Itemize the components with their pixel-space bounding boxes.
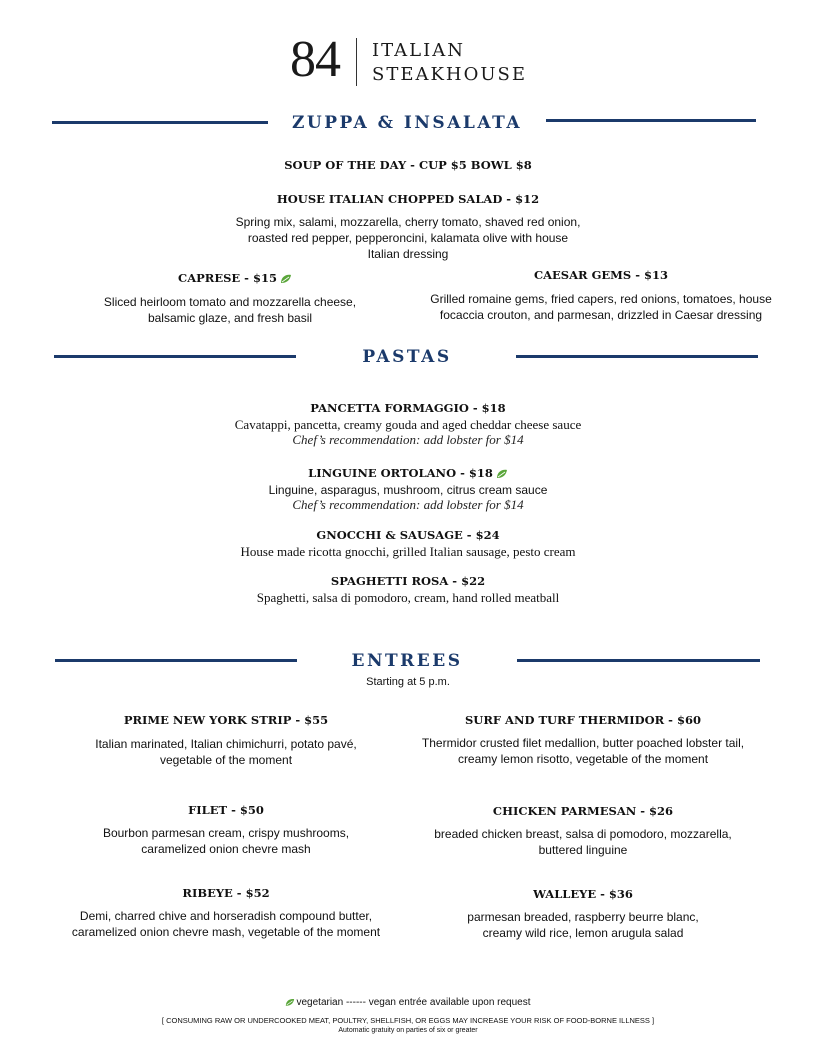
caesar-description: Grilled romaine gems, fried capers, red onions, tomatoes, house focaccia crouton, and parmesan, drizzled in Caesar dressing — [430, 292, 772, 322]
surf-turf-description: Thermidor crusted filet medallion, butter poached lobster tail, creamy lemon risotto, vegetable of the moment — [421, 736, 745, 766]
section-title-entrees: ENTREES — [351, 651, 463, 671]
section-rule-right — [546, 119, 756, 122]
caprese-title: CAPRESE - $15 — [100, 271, 370, 285]
pancetta-description: Cavatappi, pancetta, creamy gouda and aged cheddar cheese sauce — [234, 417, 582, 432]
logo-divider — [356, 38, 357, 86]
chopped-salad-description: Spring mix, salami, mozzarella, cherry tomato, shaved red onion, roasted red pepper, pepperoncini, kalamata olive with house Italian dressing — [235, 215, 581, 261]
strip-title: PRIME NEW YORK STRIP - $55 — [123, 713, 329, 727]
food-safety-warning: [ CONSUMING RAW OR UNDERCOOKED MEAT, POULTRY, SHELLFISH, OR EGGS MAY INCREASE YOUR RISK OF FOOD-BORNE ILLNESS ] — [161, 1016, 655, 1025]
linguine-title: LINGUINE ORTOLANO - $18 — [208, 466, 608, 480]
chicken-parmesan-description: breaded chicken breast, salsa di pomodoro, mozzarella, buttered linguine — [434, 827, 732, 857]
spaghetti-description: Spaghetti, salsa di pomodoro, cream, hand rolled meatball — [256, 590, 560, 605]
gnocchi-description: House made ricotta gnocchi, grilled Italian sausage, pesto cream — [240, 544, 576, 559]
pancetta-title: PANCETTA FORMAGGIO - $18 — [310, 401, 506, 415]
section-title-pastas: PASTAS — [362, 347, 452, 367]
section-title-zuppa: ZUPPA & INSALATA — [291, 113, 523, 133]
chopped-salad-title: HOUSE ITALIAN CHOPPED SALAD - $12 — [276, 192, 540, 206]
leaf-icon — [280, 274, 292, 284]
linguine-note: Chef’s recommendation: add lobster for $14 — [292, 497, 524, 512]
chicken-parmesan-title: CHICKEN PARMESAN - $26 — [492, 804, 674, 818]
logo-number: 84 — [290, 31, 340, 88]
section-rule-left — [54, 355, 296, 358]
walleye-description: parmesan breaded, raspberry beurre blanc, creamy wild rice, lemon arugula salad — [467, 910, 699, 940]
filet-title: FILET - $50 — [188, 803, 264, 817]
logo-word-steakhouse: STEAKHOUSE — [372, 64, 528, 85]
section-rule-right — [517, 659, 760, 662]
section-rule-left — [55, 659, 297, 662]
surf-turf-title: SURF AND TURF THERMIDOR - $60 — [465, 713, 701, 727]
spaghetti-title: SPAGHETTI ROSA - $22 — [330, 574, 486, 588]
soup-of-the-day: SOUP OF THE DAY - CUP $5 BOWL $8 — [284, 158, 532, 172]
entrees-subtitle: Starting at 5 p.m. — [366, 676, 450, 688]
ribeye-title: RIBEYE - $52 — [182, 886, 270, 900]
leaf-icon — [496, 469, 508, 479]
section-rule-right — [516, 355, 758, 358]
linguine-description: Linguine, asparagus, mushroom, citrus cream sauce — [268, 483, 548, 497]
leaf-icon — [285, 998, 295, 1007]
gratuity-note: Automatic gratuity on parties of six or greater — [338, 1027, 478, 1034]
pancetta-note: Chef’s recommendation: add lobster for $14 — [292, 432, 524, 447]
gnocchi-title: GNOCCHI & SAUSAGE - $24 — [316, 528, 500, 542]
caprese-description: Sliced heirloom tomato and mozzarella cheese, balsamic glaze, and fresh basil — [103, 295, 357, 325]
logo-word-italian: ITALIAN — [372, 40, 465, 61]
caesar-title: CAESAR GEMS - $13 — [533, 268, 669, 282]
vegetarian-legend: vegetarian ------ vegan entrée available upon request — [200, 997, 616, 1008]
filet-description: Bourbon parmesan cream, crispy mushrooms, caramelized onion chevre mash — [102, 826, 350, 856]
strip-description: Italian marinated, Italian chimichurri, potato pavé, vegetable of the moment — [95, 737, 357, 767]
section-rule-left — [52, 121, 268, 124]
walleye-title: WALLEYE - $36 — [533, 887, 633, 901]
ribeye-description: Demi, charred chive and horseradish compound butter, caramelized onion chevre mash, vegetable of the moment — [71, 909, 381, 939]
